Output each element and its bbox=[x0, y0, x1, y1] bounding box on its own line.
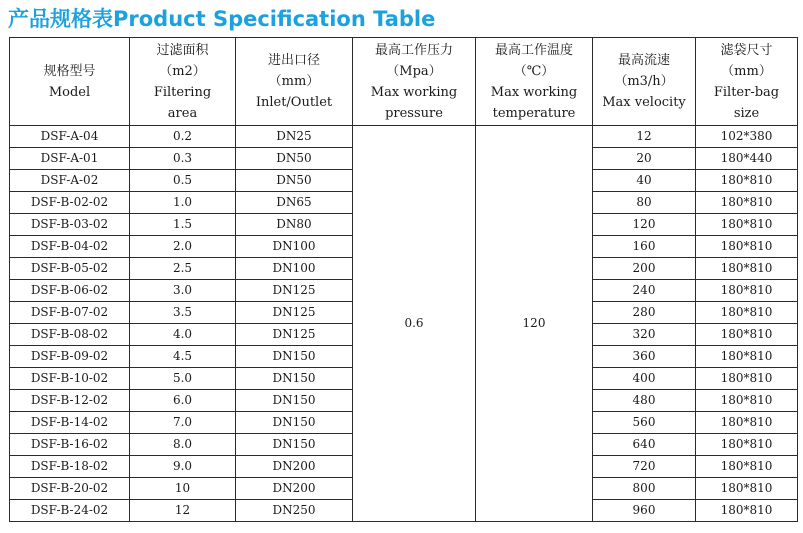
inlet-cell: DN250 bbox=[236, 500, 353, 522]
header-temperature bbox=[476, 38, 593, 126]
model-cell: DSF-B-06-02 bbox=[10, 280, 130, 302]
bag-size-cell: 180*810 bbox=[696, 280, 798, 302]
area-cell: 6.0 bbox=[130, 390, 236, 412]
inlet-cell: DN50 bbox=[236, 148, 353, 170]
inlet-cell: DN200 bbox=[236, 478, 353, 500]
bag-size-cell: 180*810 bbox=[696, 478, 798, 500]
area-cell: 4.5 bbox=[130, 346, 236, 368]
model-cell: DSF-B-14-02 bbox=[10, 412, 130, 434]
inlet-cell: DN25 bbox=[236, 126, 353, 148]
velocity-cell: 240 bbox=[593, 280, 696, 302]
header-pressure-zh: 最高工作压力 bbox=[374, 42, 453, 58]
model-cell: DSF-B-05-02 bbox=[10, 258, 130, 280]
bag-size-cell: 180*440 bbox=[696, 148, 798, 170]
inlet-cell: DN150 bbox=[236, 346, 353, 368]
model-cell: DSF-B-08-02 bbox=[10, 324, 130, 346]
header-velocity-en: Max velocity bbox=[602, 95, 686, 110]
bag-size-cell: 180*810 bbox=[696, 302, 798, 324]
area-cell: 10 bbox=[130, 478, 236, 500]
header-velocity-unit: （m3/h） bbox=[614, 74, 674, 89]
velocity-cell: 720 bbox=[593, 456, 696, 478]
velocity-cell: 960 bbox=[593, 500, 696, 522]
header-temperature-unit: （℃） bbox=[513, 63, 555, 79]
model-cell: DSF-A-01 bbox=[10, 148, 130, 170]
header-pressure-unit: （Mpa） bbox=[386, 63, 442, 79]
bag-size-cell: 180*810 bbox=[696, 412, 798, 434]
velocity-cell: 120 bbox=[593, 214, 696, 236]
area-cell: 5.0 bbox=[130, 368, 236, 390]
inlet-cell: DN200 bbox=[236, 456, 353, 478]
model-cell: DSF-A-02 bbox=[10, 170, 130, 192]
area-cell: 8.0 bbox=[130, 434, 236, 456]
area-cell: 3.5 bbox=[130, 302, 236, 324]
area-cell: 0.2 bbox=[130, 126, 236, 148]
velocity-cell: 12 bbox=[593, 126, 696, 148]
header-inlet-en: Inlet/Outlet bbox=[255, 95, 333, 110]
inlet-cell: DN125 bbox=[236, 302, 353, 324]
spec-table bbox=[9, 37, 798, 522]
header-pressure bbox=[353, 38, 476, 126]
bag-size-cell: 180*810 bbox=[696, 390, 798, 412]
model-cell: DSF-B-10-02 bbox=[10, 368, 130, 390]
model-cell: DSF-B-09-02 bbox=[10, 346, 130, 368]
bag-size-cell: 180*810 bbox=[696, 192, 798, 214]
header-area-unit: （m2） bbox=[159, 63, 206, 79]
bag-size-cell: 180*810 bbox=[696, 368, 798, 390]
inlet-cell: DN125 bbox=[236, 324, 353, 346]
header-inlet-unit: （mm） bbox=[268, 74, 320, 89]
page-title: 产品规格表Product Specification Table bbox=[8, 7, 436, 31]
header-inlet bbox=[236, 38, 353, 126]
model-cell: DSF-A-04 bbox=[10, 126, 130, 148]
bag-size-cell: 180*810 bbox=[696, 214, 798, 236]
table-row bbox=[10, 126, 798, 148]
header-velocity bbox=[593, 38, 696, 126]
velocity-cell: 320 bbox=[593, 324, 696, 346]
header-bag bbox=[696, 38, 798, 126]
bag-size-cell: 180*810 bbox=[696, 236, 798, 258]
model-cell: DSF-B-20-02 bbox=[10, 478, 130, 500]
header-area-en2: area bbox=[167, 105, 198, 121]
inlet-cell: DN80 bbox=[236, 214, 353, 236]
table-body bbox=[10, 126, 798, 522]
model-cell: DSF-B-02-02 bbox=[10, 192, 130, 214]
header-inlet-zh: 进出口径 bbox=[267, 53, 320, 68]
area-cell: 2.5 bbox=[130, 258, 236, 280]
inlet-cell: DN100 bbox=[236, 236, 353, 258]
header-model-en: Model bbox=[48, 84, 91, 100]
velocity-cell: 360 bbox=[593, 346, 696, 368]
header-velocity-zh: 最高流速 bbox=[617, 53, 670, 68]
header-bag-en2: size bbox=[733, 105, 760, 121]
inlet-cell: DN125 bbox=[236, 280, 353, 302]
header-model bbox=[10, 38, 130, 126]
model-cell: DSF-B-12-02 bbox=[10, 390, 130, 412]
velocity-cell: 280 bbox=[593, 302, 696, 324]
header-temperature-en: Max working bbox=[490, 84, 578, 100]
bag-size-cell: 180*810 bbox=[696, 456, 798, 478]
header-area bbox=[130, 38, 236, 126]
model-cell: DSF-B-04-02 bbox=[10, 236, 130, 258]
area-cell: 2.0 bbox=[130, 236, 236, 258]
velocity-cell: 200 bbox=[593, 258, 696, 280]
area-cell: 0.3 bbox=[130, 148, 236, 170]
header-temperature-zh: 最高工作温度 bbox=[494, 42, 573, 58]
bag-size-cell: 180*810 bbox=[696, 170, 798, 192]
area-cell: 1.0 bbox=[130, 192, 236, 214]
model-cell: DSF-B-18-02 bbox=[10, 456, 130, 478]
model-cell: DSF-B-03-02 bbox=[10, 214, 130, 236]
model-cell: DSF-B-16-02 bbox=[10, 434, 130, 456]
header-pressure-en: Max working bbox=[370, 84, 458, 100]
area-cell: 12 bbox=[130, 500, 236, 522]
area-cell: 4.0 bbox=[130, 324, 236, 346]
velocity-cell: 80 bbox=[593, 192, 696, 214]
bag-size-cell: 180*810 bbox=[696, 324, 798, 346]
header-row bbox=[10, 38, 798, 126]
header-temperature-en2: temperature bbox=[492, 105, 576, 121]
velocity-cell: 20 bbox=[593, 148, 696, 170]
velocity-cell: 160 bbox=[593, 236, 696, 258]
area-cell: 0.5 bbox=[130, 170, 236, 192]
inlet-cell: DN100 bbox=[236, 258, 353, 280]
area-cell: 9.0 bbox=[130, 456, 236, 478]
bag-size-cell: 102*380 bbox=[696, 126, 798, 148]
model-cell: DSF-B-24-02 bbox=[10, 500, 130, 522]
header-area-zh: 过滤面积 bbox=[156, 42, 209, 58]
area-cell: 1.5 bbox=[130, 214, 236, 236]
pressure-cell: 0.6 bbox=[353, 126, 476, 522]
velocity-cell: 400 bbox=[593, 368, 696, 390]
inlet-cell: DN150 bbox=[236, 368, 353, 390]
header-bag-en: Filter-bag bbox=[713, 84, 780, 100]
inlet-cell: DN150 bbox=[236, 390, 353, 412]
header-bag-zh: 滤袋尺寸 bbox=[720, 42, 773, 58]
velocity-cell: 800 bbox=[593, 478, 696, 500]
header-bag-unit: （mm） bbox=[721, 63, 772, 79]
bag-size-cell: 180*810 bbox=[696, 258, 798, 280]
area-cell: 3.0 bbox=[130, 280, 236, 302]
header-area-en: Filtering bbox=[153, 84, 212, 100]
velocity-cell: 40 bbox=[593, 170, 696, 192]
bag-size-cell: 180*810 bbox=[696, 434, 798, 456]
temperature-cell: 120 bbox=[476, 126, 593, 522]
inlet-cell: DN150 bbox=[236, 412, 353, 434]
bag-size-cell: 180*810 bbox=[696, 346, 798, 368]
velocity-cell: 560 bbox=[593, 412, 696, 434]
inlet-cell: DN65 bbox=[236, 192, 353, 214]
velocity-cell: 640 bbox=[593, 434, 696, 456]
area-cell: 7.0 bbox=[130, 412, 236, 434]
velocity-cell: 480 bbox=[593, 390, 696, 412]
inlet-cell: DN50 bbox=[236, 170, 353, 192]
model-cell: DSF-B-07-02 bbox=[10, 302, 130, 324]
bag-size-cell: 180*810 bbox=[696, 500, 798, 522]
inlet-cell: DN150 bbox=[236, 434, 353, 456]
header-model-zh: 规格型号 bbox=[43, 63, 96, 79]
header-pressure-en2: pressure bbox=[385, 105, 443, 121]
